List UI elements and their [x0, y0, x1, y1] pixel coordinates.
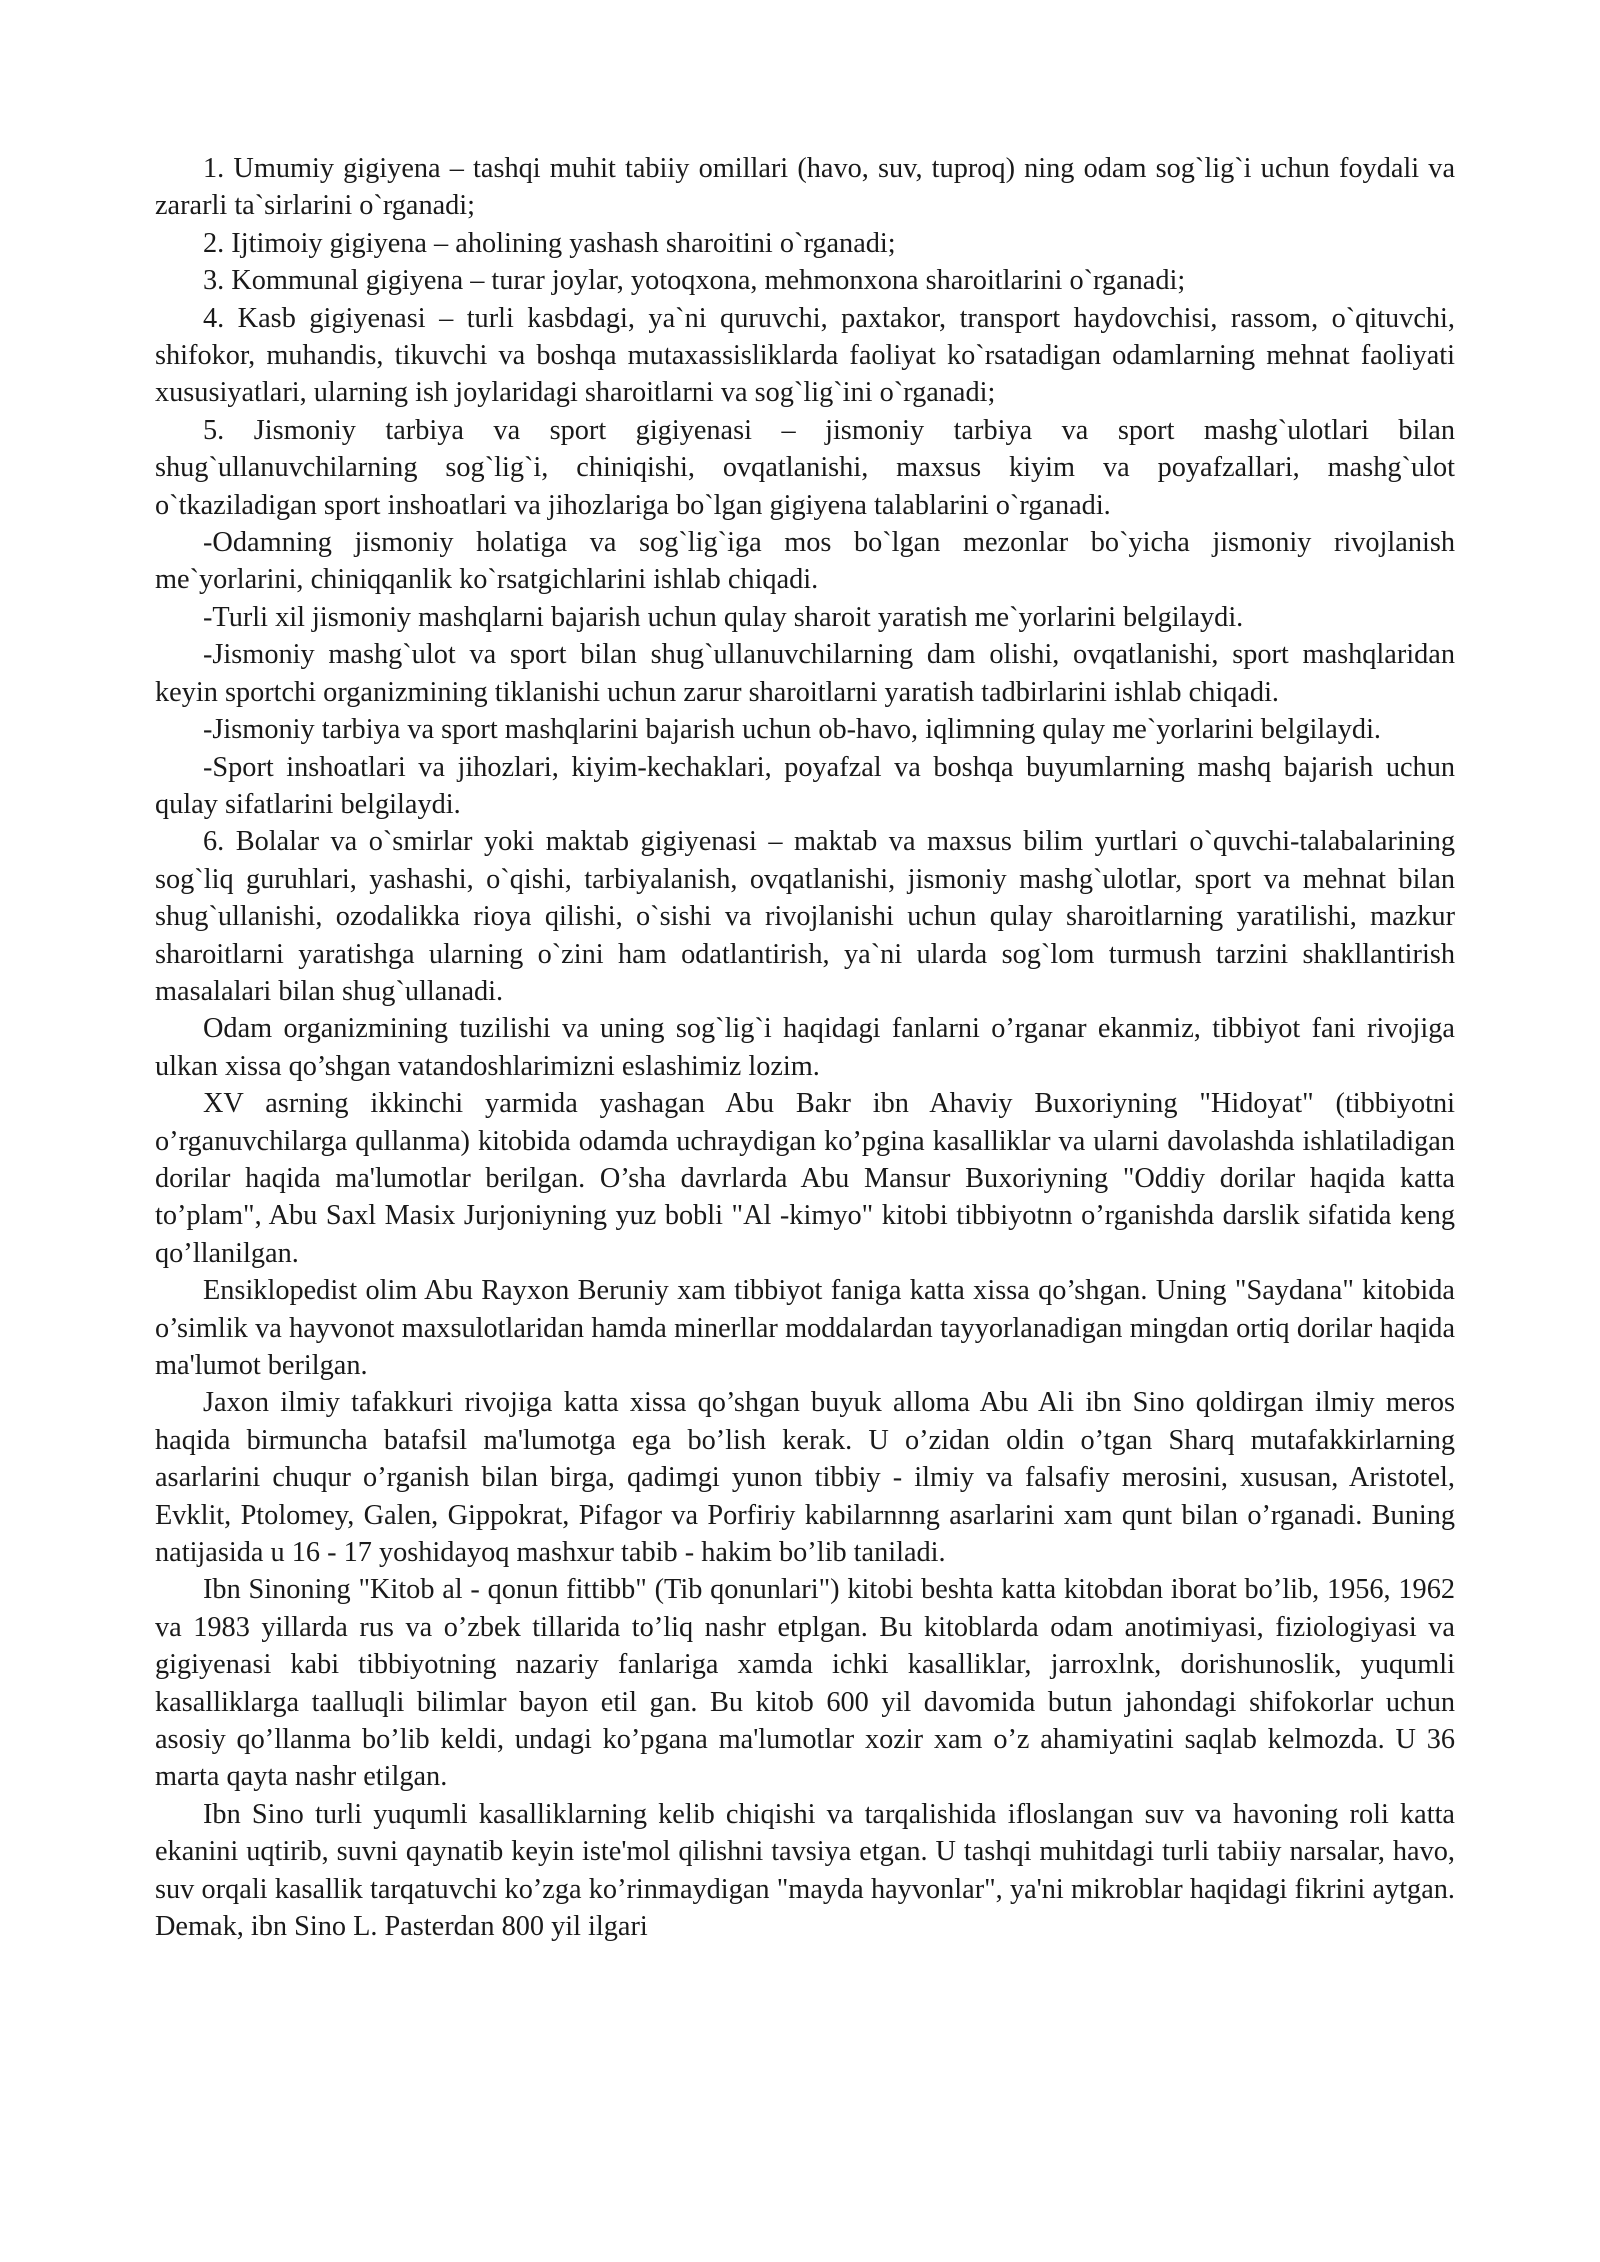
paragraph-compatriots: Odam organizmining tuzilishi va uning sog`lig`i haqidagi fanlarni o’rganar ekanmiz, tibbiyot fani rivojiga ulkan xissa qo’shgan vatandoshlarimizni eslashimiz lozim.	[155, 1013, 1455, 1082]
paragraph-equipment: -Sport inshoatlari va jihozlari, kiyim-kechaklari, poyafzal va boshqa buyumlarning mashq bajarish uchun qulay sifatlarini belgilaydi.	[155, 751, 1455, 820]
paragraph-beruniy: Ensiklopedist olim Abu Rayxon Beruniy xam tibbiyot faniga katta xissa qo’shgan. Uning "Saydana" kitobida o’simlik va hayvonot maxsulotlaridan hamda minerllar moddalardan tayyorlanadigan mingdan ortiq dorilar haqida ma'lumot berilgan.	[155, 1275, 1455, 1381]
paragraph-general-hygiene: 1. Umumiy gigiyena – tashqi muhit tabiiy omillari (havo, suv, tuproq) ning odam sog`lig`i uchun foydali va zararli ta`sirlarini o`rganadi;	[155, 153, 1455, 222]
paragraph-exercise-conditions: -Turli xil jismoniy mashqlarni bajarish uchun qulay sharoit yaratish me`yorlarini belgilaydi.	[203, 601, 1244, 633]
paragraph-recovery: -Jismoniy mashg`ulot va sport bilan shug`ullanuvchilarning dam olishi, ovqatlanishi, sport mashqlaridan keyin sportchi organizmining tiklanishi uchun zarur sharoitlarni yaratish tadbirlarini ishlab chiqadi.	[155, 639, 1455, 708]
paragraph-hidoyat: XV asrning ikkinchi yarmida yashagan Abu Bakr ibn Ahaviy Buxoriyning "Hidoyat" (tibbiyotni o’rganuvchilarga qullanma) kitobida odamda uchraydigan ko’pgina kasalliklar va ularni davolashda ishlatiladigan dorilar haqida ma'lumotlar berilgan. O’sha davrlarda Abu Mansur Buxoriyning "Oddiy dorilar haqida katta to’plam", Abu Saxl Masix Jurjoniyning yuz bobli "Al -kimyo" kitobi tibbiyotnn o’rganishda darslik sifatida keng qo’llanilgan.	[155, 1088, 1455, 1269]
paragraph-climate: -Jismoniy tarbiya va sport mashqlarini bajarish uchun ob-havo, iqlimning qulay me`yorlarini belgilaydi.	[203, 714, 1382, 746]
paragraph-communal-hygiene: 3. Kommunal gigiyena – turar joylar, yotoqxona, mehmonxona sharoitlarini o`rganadi;	[203, 265, 1186, 297]
paragraph-sport-hygiene: 5. Jismoniy tarbiya va sport gigiyenasi – jismoniy tarbiya va sport mashg`ulotlari bilan shug`ullanuvchilarning sog`lig`i, chiniqishi, ovqatlanishi, maxsus kiyim va poyafzallari, mashg`ulot o`tkaziladigan sport inshoatlari va jihozlariga bo`lgan gigiyena talablarini o`rganadi.	[155, 414, 1455, 521]
paragraph-social-hygiene: 2. Ijtimoiy gigiyena – aholining yashash sharoitini o`rganadi;	[203, 227, 896, 259]
paragraph-school-hygiene: 6. Bolalar va o`smirlar yoki maktab gigiyenasi – maktab va maxsus bilim yurtlari o`quvchi-talabalarining sog`liq guruhlari, yashashi, o`qishi, tarbiyalanish, ovqatlanishi, jismoniy mashg`ulotlar, sport va mehnat bilan shug`ullanishi, ozodalikka rioya qilishi, o`sishi va rivojlanishi uchun qulay sharoitlarning yaratilishi, mazkur sharoitlarni yaratishga ularning o`zini ham odatlantirish, ya`ni ularda sog`lom turmush tarzini shakllantirish masalalari bilan shug`ullanadi.	[155, 826, 1455, 1007]
document-page	[155, 150, 1455, 1946]
paragraph-qonun: Ibn Sinoning "Kitob al - qonun fittibb" (Tib qonunlari") kitobi beshta katta kitobdan iborat bo’lib, 1956, 1962 va 1983 yillarda rus va o’zbek tillarida to’liq nashr etplgan. Bu kitoblarda odam anotimiyasi, fiziologiyasi va gigiyenasi kabi tibbiyotning nazariy fanlariga xamda ichki kasalliklar, jarroxlnk, dorishunoslik, yuqumli kasalliklarga taalluqli bilimlar bayon etil gan. Bu kitob 600 yil davomida butun jahondagi shifokorlar uchun asosiy qo’llanma bo’lib keldi, undagi ko’pgana ma'lumotlar xozir xam o’z ahamiyatini saqlab kelmozda. U 36 marta qayta nashr etilgan.	[155, 1574, 1455, 1793]
paragraph-physical-norms: -Odamning jismoniy holatiga va sog`lig`iga mos bo`lgan mezonlar bo`yicha jismoniy rivojlanish me`yorlarini, chiniqqanlik ko`rsatgichlarini ishlab chiqadi.	[155, 527, 1455, 596]
paragraph-ibn-sino: Jaxon ilmiy tafakkuri rivojiga katta xissa qo’shgan buyuk alloma Abu Ali ibn Sino qoldirgan ilmiy meros haqida birmuncha batafsil ma'lumotga ega bo’lish kerak. U o’zidan oldin o’tgan Sharq mutafakkirlarning asarlarini chuqur o’rganish bilan birga, qadimgi yunon tibbiy - ilmiy va falsafiy merosini, xususan, Aristotel, Evklit, Ptolomey, Galen, Gippokrat, Pifagor va Porfiriy kabilarnnng asarlarini xam qunt bilan o’rganadi. Buning natijasida u 16 - 17 yoshidayoq mashxur tabib - hakim bo’lib taniladi.	[155, 1387, 1455, 1569]
paragraph-occupational-hygiene: 4. Kasb gigiyenasi – turli kasbdagi, ya`ni quruvchi, paxtakor, transport haydovchisi, rassom, o`qituvchi, shifokor, muhandis, tikuvchi va boshqa mutaxassisliklarda faoliyat ko`rsatadigan odamlarning mehnat faoliyati xususiyatlari, ularning ish joylaridagi sharoitlarni va sog`lig`ini o`rganadi;	[155, 302, 1455, 409]
paragraph-infections: Ibn Sino turli yuqumli kasalliklarning kelib chiqishi va tarqalishida ifloslangan suv va havoning roli katta ekanini uqtirib, suvni qaynatib keyin iste'mol qilishni tavsiya etgan. U tashqi muhitdagi turli tabiiy narsalar, havo, suv orqali kasallik tarqatuvchi ko’zga ko’rinmaydigan "mayda hayvonlar", ya'ni mikroblar haqidagi fikrini aytgan. Demak, ibn Sino L. Pasterdan 800 yil ilgari	[155, 1798, 1455, 1943]
